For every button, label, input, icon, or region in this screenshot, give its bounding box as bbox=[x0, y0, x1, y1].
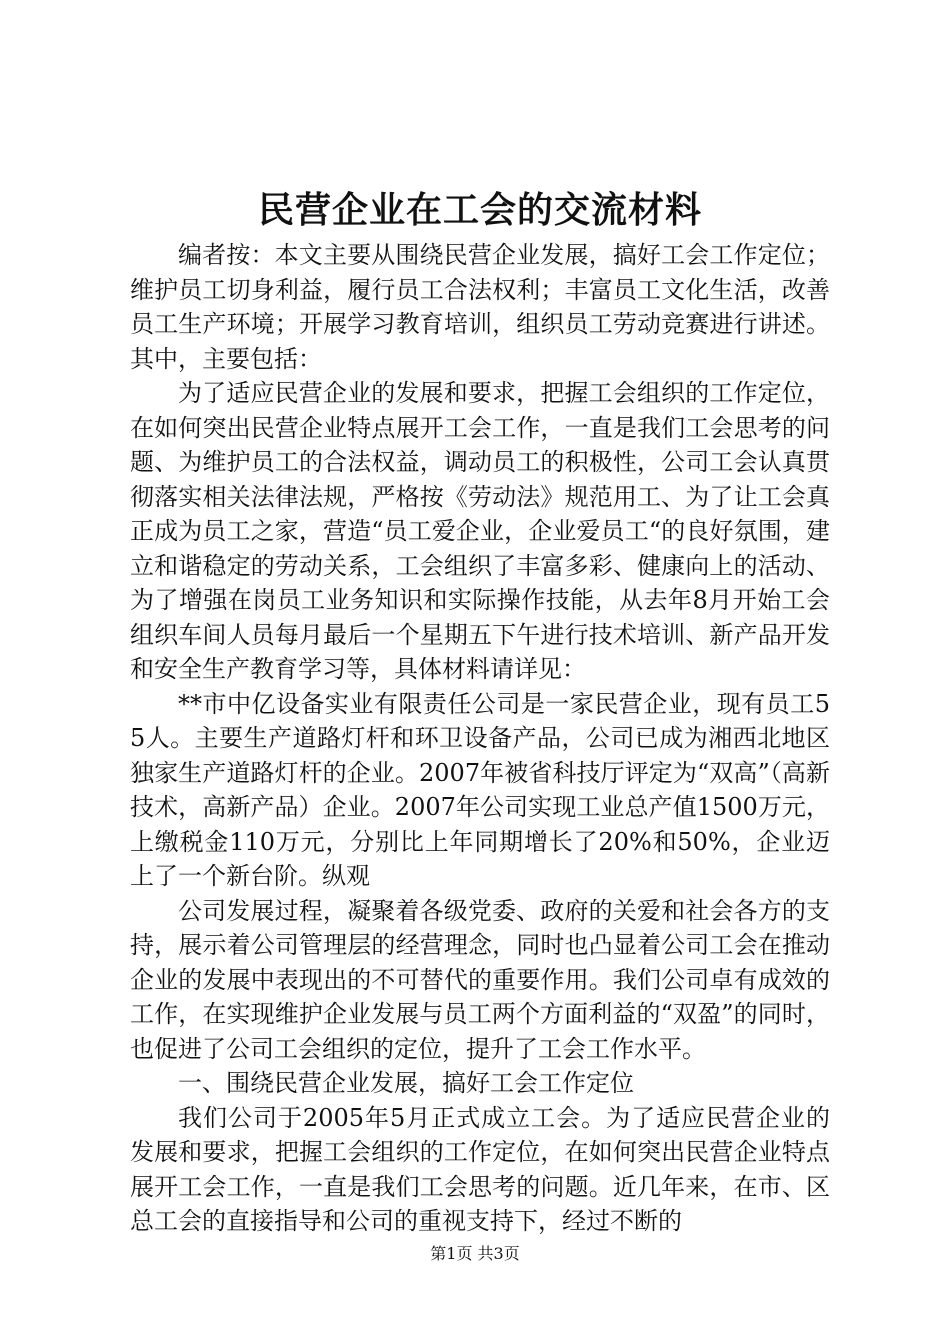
paragraph-company-development: 公司发展过程，凝聚着各级党委、政府的关爱和社会各方的支持，展示着公司管理层的经营理念，同时也凸显着公司工会在推动企业的发展中表现出的不可替代的重要作用。我们公司卓有成效的工作，在实现维护企业发展与员工两个方面利益的“双盈”的同时，也促进了公司工会组织的定位，提升了工会工作水平。 bbox=[130, 896, 830, 1063]
paragraph-union-founding: 我们公司于2005年5月正式成立工会。为了适应民营企业的发展和要求，把握工会组织的工作定位，在如何突出民营企业特点展开工会工作，一直是我们工会思考的问题。近几年来，在市、区总工会的直接指导和公司的重视支持下，经过不断的 bbox=[130, 1103, 830, 1235]
document-title: 民营企业在工会的交流材料 bbox=[257, 189, 702, 231]
section-heading-1: 一、围绕民营企业发展，搞好工会工作定位 bbox=[178, 1069, 634, 1097]
paragraph-summary: 为了适应民营企业的发展和要求，把握工会组织的工作定位，在如何突出民营企业特点展开工会工作，一直是我们工会思考的问题、为维护员工的合法权益，调动员工的积极性，公司工会认真贯彻落实相关法律法规，严格按《劳动法》规范用工、为了让工会真正成为员工之家，营造“员工爱企业，企业爱员工“的良好氛围，建立和谐稳定的劳动关系，工会组织了丰富多彩、健康向上的活动、为了增强在岗员工业务知识和实际操作技能，从去年8月开始工会组织车间人员每月最后一个星期五下午进行技术培训、新产品开发和安全生产教育学习等，具体材料请详见： bbox=[130, 379, 830, 683]
document-page bbox=[130, 188, 830, 1239]
paragraph-editor-note: 编者按：本文主要从围绕民营企业发展，搞好工会工作定位；维护员工切身利益，履行员工合法权利；丰富员工文化生活，改善员工生产环境；开展学习教育培训，组织员工劳动竞赛进行讲述。其中，主要包括： bbox=[130, 241, 830, 373]
paragraph-company-intro: **市中亿设备实业有限责任公司是一家民营企业，现有员工55人。主要生产道路灯杆和环卫设备产品，公司已成为湘西北地区独家生产道路灯杆的企业。2007年被省科技厅评定为“双高”（高新技术，高新产品）企业。2007年公司实现工业总产值1500万元，上缴税金110万元，分别比上年同期增长了20%和50%，企业迈上了一个新台阶。纵观 bbox=[130, 689, 830, 890]
page-footer: 第1页 共3页 bbox=[430, 1244, 520, 1263]
